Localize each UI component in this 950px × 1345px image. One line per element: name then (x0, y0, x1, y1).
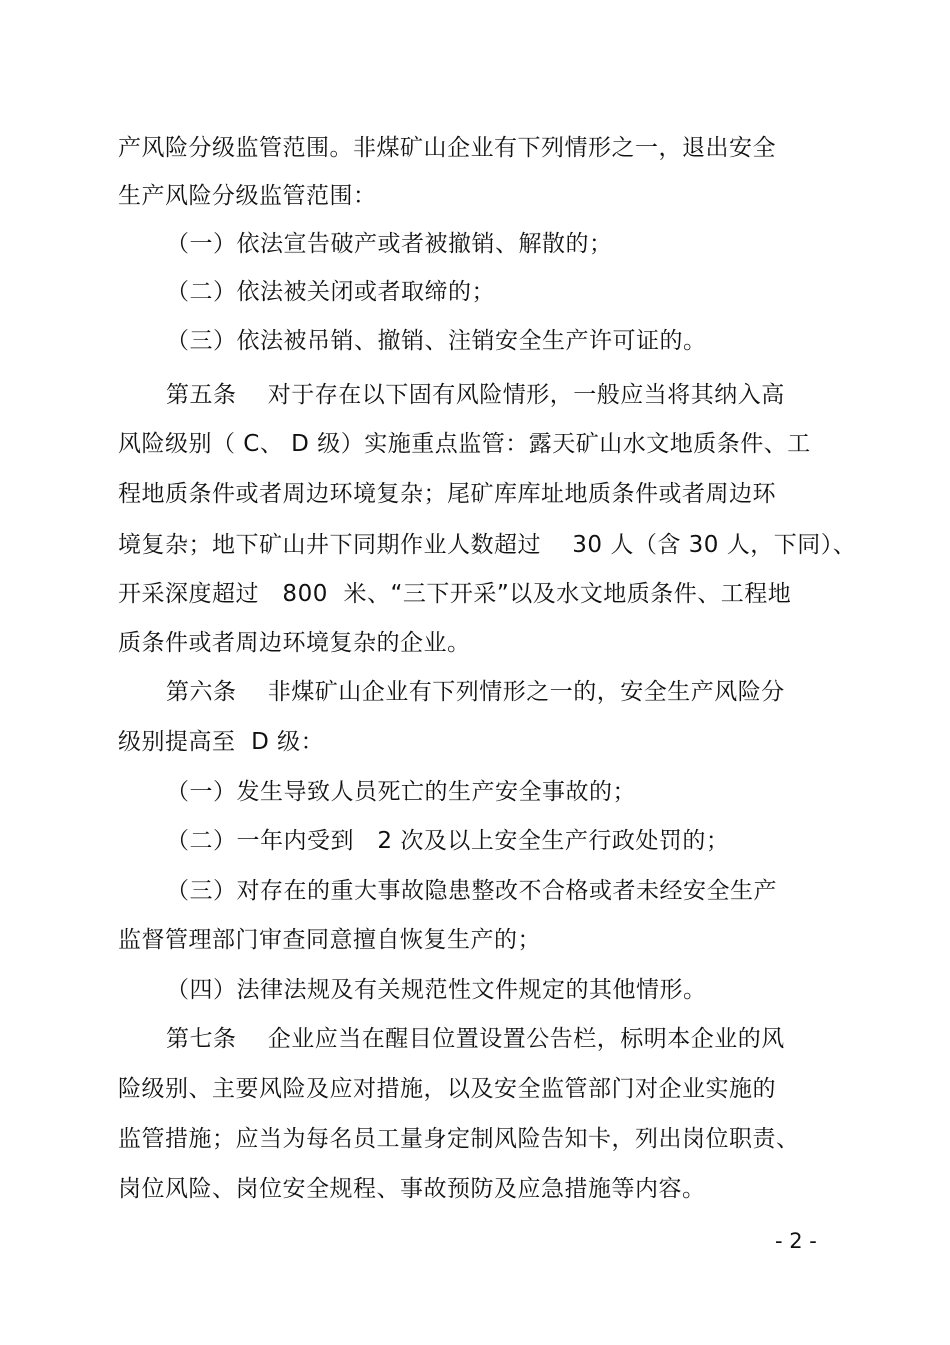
text-line: 开采深度超过 800 米、“三下开采”以及水文地质条件、工程地 (118, 581, 792, 607)
article-heading-line: 第七条 企业应当在醒目位置设置公告栏，标明本企业的风 (166, 1026, 785, 1052)
text-line: 级别提高至 D 级： (118, 729, 325, 755)
text-line: （二）依法被关闭或者取缔的； (166, 279, 495, 305)
text-line: （三）对存在的重大事故隐患整改不合格或者未经安全生产 (166, 878, 777, 904)
text-line: 境复杂；地下矿山井下同期作业人数超过 30 人（含 30 人，下同）、 (118, 532, 857, 558)
text-line: 程地质条件或者周边环境复杂；尾矿库库址地质条件或者周边环 (118, 481, 776, 507)
text-line: （一）发生导致人员死亡的生产安全事故的； (166, 779, 636, 805)
article-heading-line: 第六条 非煤矿山企业有下列情形之一的，安全生产风险分 (166, 679, 785, 705)
text-line: （四）法律法规及有关规范性文件规定的其他情形。 (166, 977, 707, 1003)
text-line: （二）一年内受到 2 次及以上安全生产行政处罚的； (166, 828, 730, 854)
text-line: 产风险分级监管范围。非煤矿山企业有下列情形之一，退出安全 (118, 135, 776, 161)
text-line: （一）依法宣告破产或者被撤销、解散的； (166, 231, 613, 257)
text-line: 监管措施；应当为每名员工量身定制风险告知卡，列出岗位职责、 (118, 1126, 800, 1152)
text-line: 岗位风险、岗位安全规程、事故预防及应急措施等内容。 (118, 1176, 706, 1202)
text-line: 险级别、主要风险及应对措施，以及安全监管部门对企业实施的 (118, 1076, 776, 1102)
text-line: （三）依法被吊销、撤销、注销安全生产许可证的。 (166, 328, 707, 354)
page-number: - 2 - (775, 1229, 817, 1253)
text-line: 质条件或者周边环境复杂的企业。 (118, 630, 471, 656)
text-line: 生产风险分级监管范围： (118, 183, 377, 209)
article-heading-line: 第五条 对于存在以下固有风险情形，一般应当将其纳入高 (166, 382, 785, 408)
text-line: 监督管理部门审查同意擅自恢复生产的； (118, 927, 541, 953)
text-line: 风险级别（ C、 D 级）实施重点监管：露天矿山水文地质条件、工 (118, 431, 811, 457)
